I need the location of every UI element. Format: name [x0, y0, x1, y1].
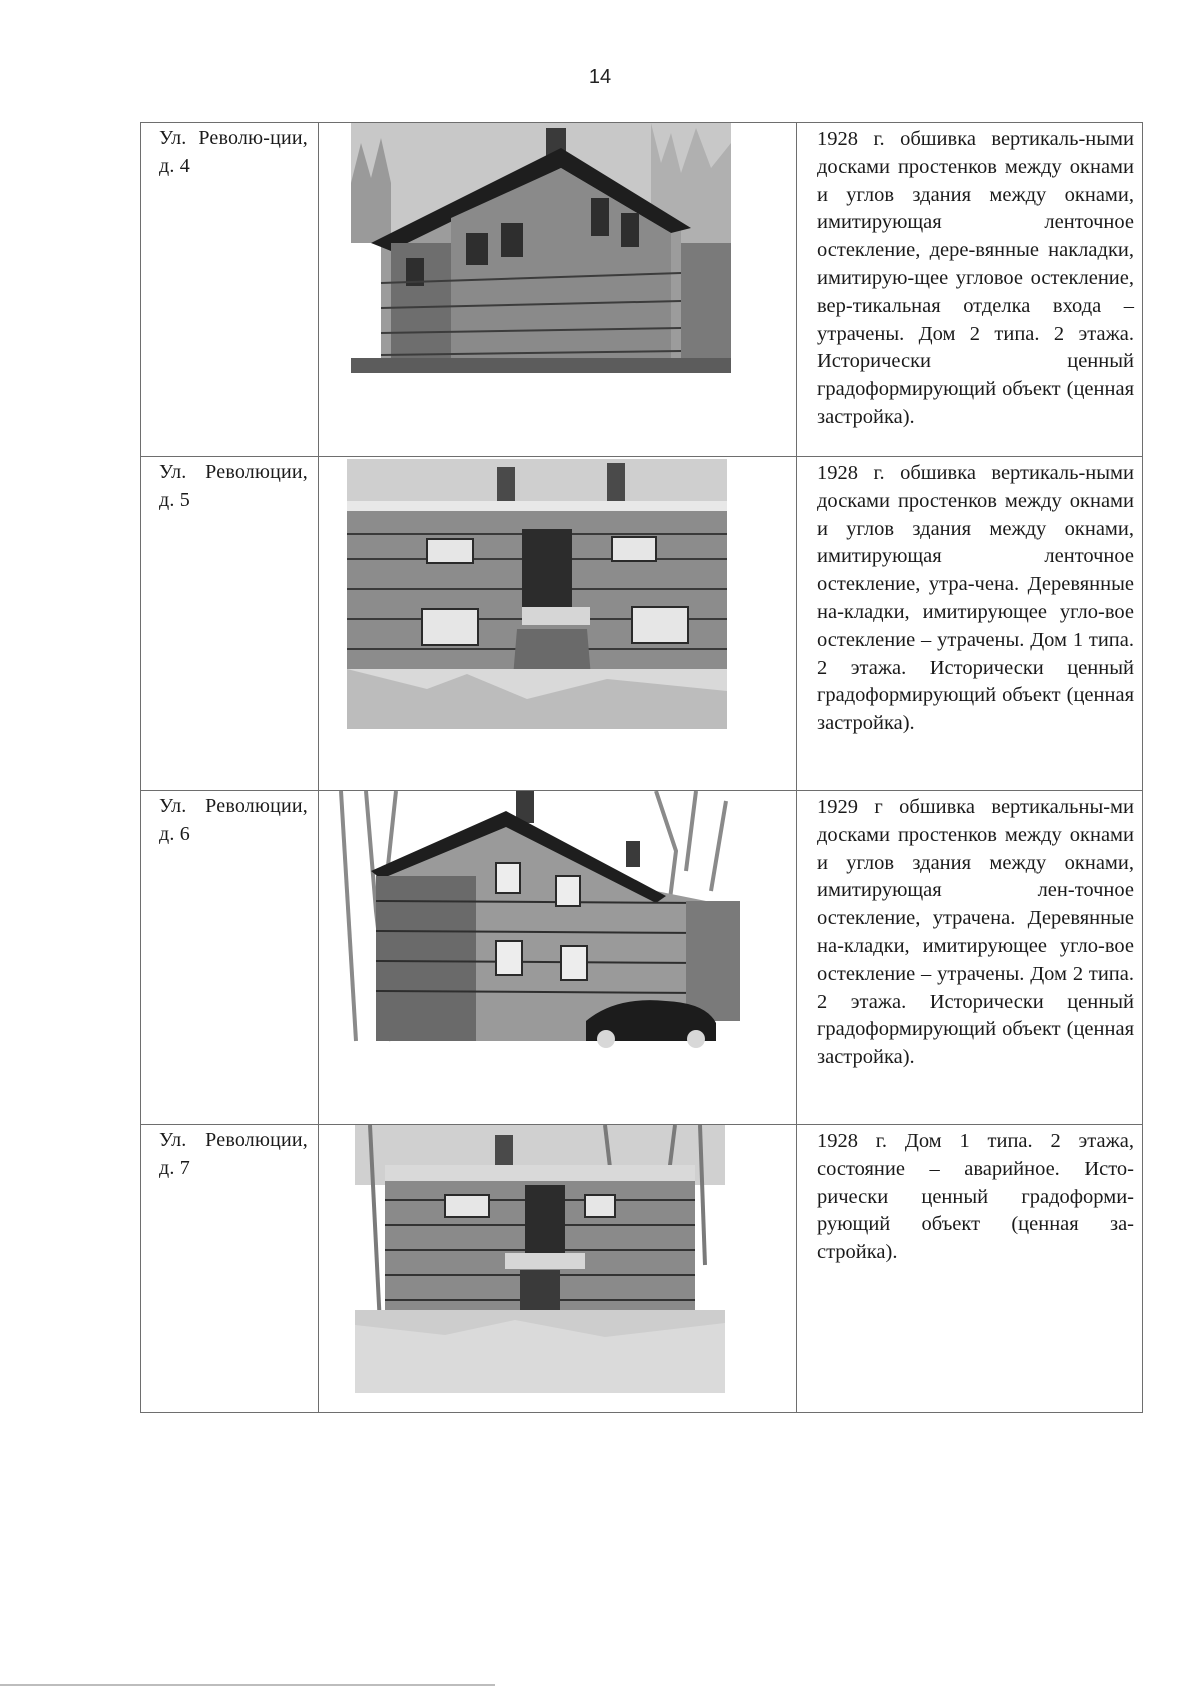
- address-cell: [141, 457, 319, 791]
- building-photo: [351, 123, 731, 373]
- address-cell: [141, 123, 319, 457]
- photo-cell: [319, 123, 797, 457]
- table-row: [141, 457, 1143, 791]
- page-number: 14: [588, 66, 612, 88]
- heritage-buildings-table: [140, 122, 1143, 1413]
- building-photo: [347, 459, 727, 729]
- address-text: Ул. Революции, д. 6: [159, 795, 308, 845]
- table-row: [141, 1125, 1143, 1413]
- table-row: [141, 123, 1143, 457]
- building-photo: [336, 791, 740, 1049]
- description-cell: [797, 457, 1143, 791]
- description-text: 1928 г. Дом 1 типа. 2 этажа, состояние – аварийное. Исто-рически ценный градоформи-рующий объект (ценная за-стройка).: [817, 1130, 1134, 1264]
- description-cell: [797, 791, 1143, 1125]
- address-text: Ул. Революции, д. 7: [159, 1129, 308, 1179]
- description-text: 1928 г. обшивка вертикаль-ными досками простенков между окнами и углов здания между окнами, имитирующая ленточное остекление, утра-чена. Деревянные на-кладки, имитирующее угло-вое остекление – утрачены. Дом 1 типа. 2 этажа. Исторически ценный градоформирующий объект (ценная застройка).: [817, 462, 1134, 735]
- description-cell: [797, 1125, 1143, 1413]
- photo-cell: [319, 1125, 797, 1413]
- description-text: 1929 г обшивка вертикальны-ми досками простенков между окнами и углов здания между окнами, имитирующая лен-точное остекление, утрачена. Деревянные на-кладки, имитирующее угло-вое остекление – утрачены. Дом 2 типа. 2 этажа. Исторически ценный градоформирующий объект (ценная застройка).: [817, 796, 1134, 1069]
- address-text: Ул. Револю-ции, д. 4: [159, 127, 308, 177]
- description-cell: [797, 123, 1143, 457]
- address-text: Ул. Революции, д. 5: [159, 461, 308, 511]
- table-row: [141, 791, 1143, 1125]
- photo-cell: [319, 457, 797, 791]
- photo-cell: [319, 791, 797, 1125]
- description-text: 1928 г. обшивка вертикаль-ными досками простенков между окнами и углов здания между окнами, имитирующая ленточное остекление, дере-вянные накладки, имитирую-щее угловое остекление, вер-тикальная отделка входа – утрачены. Дом 2 типа. 2 этажа. Исторически ценный градоформирующий объект (ценная застройка).: [817, 128, 1134, 428]
- building-photo: [355, 1125, 725, 1393]
- address-cell: [141, 791, 319, 1125]
- address-cell: [141, 1125, 319, 1413]
- footer-rule: [0, 1684, 495, 1686]
